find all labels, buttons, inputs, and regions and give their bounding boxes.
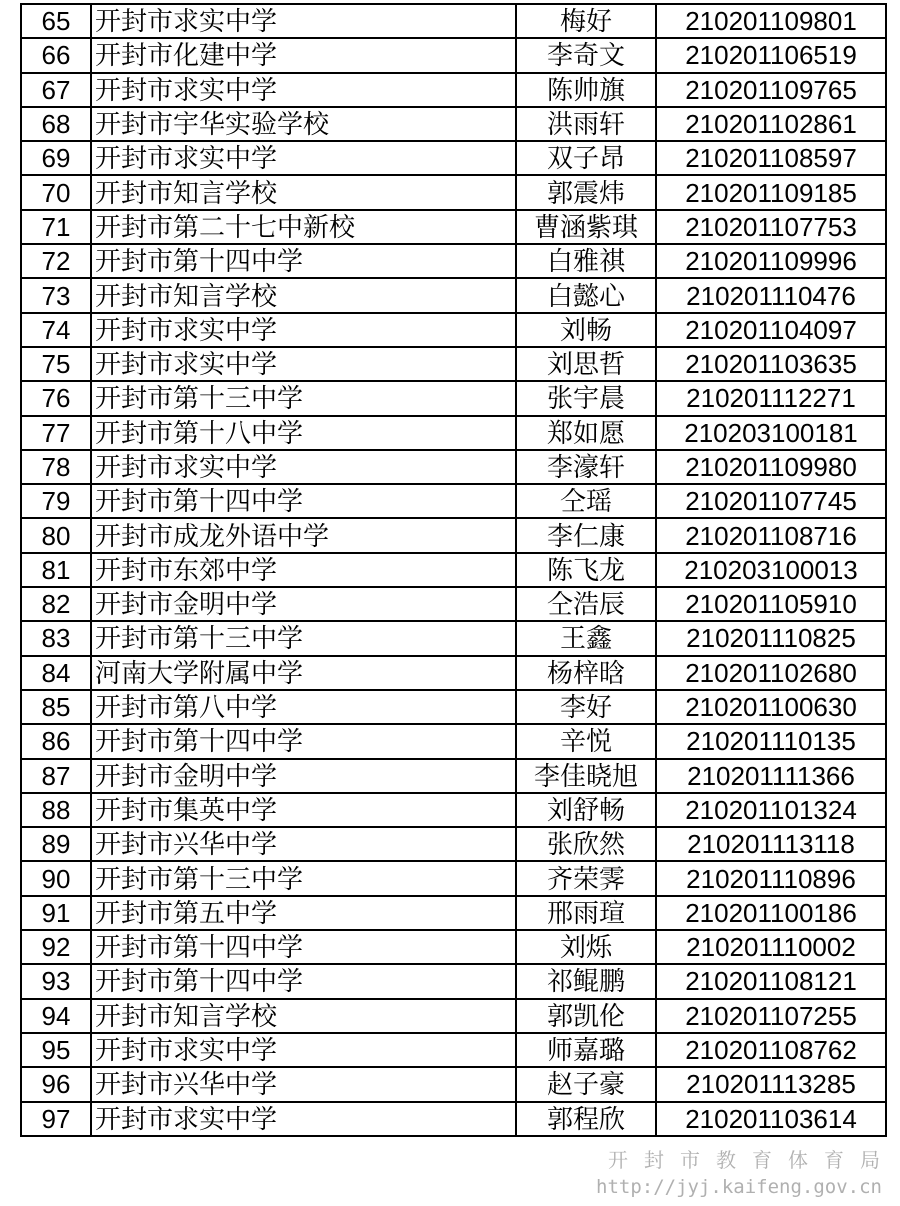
row-number: 90	[21, 861, 91, 895]
row-number: 85	[21, 690, 91, 724]
row-number: 78	[21, 450, 91, 484]
school-name: 开封市兴华中学	[91, 1067, 516, 1101]
school-name: 开封市第十四中学	[91, 930, 516, 964]
student-id: 210201108121	[656, 964, 886, 998]
school-name: 开封市求实中学	[91, 141, 516, 175]
row-number: 77	[21, 416, 91, 450]
row-number: 69	[21, 141, 91, 175]
school-name: 开封市集英中学	[91, 793, 516, 827]
student-id: 210201103614	[656, 1102, 886, 1136]
student-id: 210201108716	[656, 518, 886, 552]
row-number: 68	[21, 107, 91, 141]
student-name: 李佳晓旭	[516, 759, 656, 793]
row-number: 75	[21, 347, 91, 381]
school-name: 开封市知言学校	[91, 999, 516, 1033]
student-id: 210201107753	[656, 210, 886, 244]
table-row	[21, 861, 886, 895]
student-name: 杨梓晗	[516, 656, 656, 690]
table-row	[21, 930, 886, 964]
table-row	[21, 4, 886, 38]
student-id: 210201109996	[656, 244, 886, 278]
student-id: 210201109980	[656, 450, 886, 484]
student-name: 陈飞龙	[516, 553, 656, 587]
table-row	[21, 484, 886, 518]
student-name: 仝浩辰	[516, 587, 656, 621]
student-id: 210201111366	[656, 759, 886, 793]
row-number: 86	[21, 724, 91, 758]
school-name: 开封市第十四中学	[91, 484, 516, 518]
table-row	[21, 553, 886, 587]
student-name: 郭震炜	[516, 175, 656, 209]
row-number: 93	[21, 964, 91, 998]
student-name: 师嘉璐	[516, 1033, 656, 1067]
student-id: 210201100186	[656, 896, 886, 930]
school-name: 开封市成龙外语中学	[91, 518, 516, 552]
student-id: 210201100630	[656, 690, 886, 724]
school-name: 河南大学附属中学	[91, 656, 516, 690]
student-id: 210201101324	[656, 793, 886, 827]
student-name: 郑如愿	[516, 416, 656, 450]
row-number: 73	[21, 278, 91, 312]
student-name: 刘思哲	[516, 347, 656, 381]
student-name: 张宇晨	[516, 381, 656, 415]
student-name: 张欣然	[516, 827, 656, 861]
school-name: 开封市第二十七中新校	[91, 210, 516, 244]
student-name: 李仁康	[516, 518, 656, 552]
school-name: 开封市第十八中学	[91, 416, 516, 450]
school-name: 开封市第十三中学	[91, 861, 516, 895]
student-name: 邢雨瑄	[516, 896, 656, 930]
table-row	[21, 690, 886, 724]
student-id: 210201110896	[656, 861, 886, 895]
row-number: 81	[21, 553, 91, 587]
table-row	[21, 1033, 886, 1067]
school-name: 开封市求实中学	[91, 313, 516, 347]
school-name: 开封市兴华中学	[91, 827, 516, 861]
school-name: 开封市求实中学	[91, 1102, 516, 1136]
student-id: 210201108597	[656, 141, 886, 175]
row-number: 65	[21, 4, 91, 38]
school-name: 开封市东郊中学	[91, 553, 516, 587]
row-number: 91	[21, 896, 91, 930]
table-row	[21, 759, 886, 793]
school-name: 开封市知言学校	[91, 175, 516, 209]
table-row	[21, 278, 886, 312]
student-id: 210201107255	[656, 999, 886, 1033]
student-name: 赵子豪	[516, 1067, 656, 1101]
student-name: 梅好	[516, 4, 656, 38]
school-name: 开封市知言学校	[91, 278, 516, 312]
school-name: 开封市宇华实验学校	[91, 107, 516, 141]
student-name: 曹涵紫琪	[516, 210, 656, 244]
row-number: 84	[21, 656, 91, 690]
table-row	[21, 1067, 886, 1101]
student-id: 210201104097	[656, 313, 886, 347]
row-number: 76	[21, 381, 91, 415]
student-name: 李奇文	[516, 38, 656, 72]
school-name: 开封市求实中学	[91, 4, 516, 38]
table-row	[21, 175, 886, 209]
student-name: 刘舒畅	[516, 793, 656, 827]
school-name: 开封市求实中学	[91, 73, 516, 107]
student-name: 洪雨轩	[516, 107, 656, 141]
row-number: 79	[21, 484, 91, 518]
table-row	[21, 313, 886, 347]
row-number: 92	[21, 930, 91, 964]
row-number: 89	[21, 827, 91, 861]
table-row	[21, 416, 886, 450]
row-number: 74	[21, 313, 91, 347]
student-name: 刘烁	[516, 930, 656, 964]
row-number: 96	[21, 1067, 91, 1101]
student-name: 仝瑶	[516, 484, 656, 518]
table-row	[21, 107, 886, 141]
row-number: 97	[21, 1102, 91, 1136]
student-id: 210201112271	[656, 381, 886, 415]
table-row	[21, 827, 886, 861]
table-row	[21, 999, 886, 1033]
row-number: 70	[21, 175, 91, 209]
school-name: 开封市化建中学	[91, 38, 516, 72]
table-row	[21, 621, 886, 655]
student-name: 双子昂	[516, 141, 656, 175]
school-name: 开封市金明中学	[91, 587, 516, 621]
row-number: 87	[21, 759, 91, 793]
table-row	[21, 1102, 886, 1136]
row-number: 72	[21, 244, 91, 278]
student-id: 210201110825	[656, 621, 886, 655]
student-id: 210201105910	[656, 587, 886, 621]
row-number: 82	[21, 587, 91, 621]
row-number: 95	[21, 1033, 91, 1067]
school-name: 开封市求实中学	[91, 347, 516, 381]
row-number: 66	[21, 38, 91, 72]
table-row	[21, 38, 886, 72]
school-name: 开封市第十三中学	[91, 621, 516, 655]
school-name: 开封市求实中学	[91, 1033, 516, 1067]
row-number: 71	[21, 210, 91, 244]
school-name: 开封市第十三中学	[91, 381, 516, 415]
student-name: 齐荣霁	[516, 861, 656, 895]
table-row	[21, 724, 886, 758]
student-name: 祁鲲鹏	[516, 964, 656, 998]
student-name: 郭程欣	[516, 1102, 656, 1136]
school-name: 开封市第八中学	[91, 690, 516, 724]
row-number: 67	[21, 73, 91, 107]
student-id: 210201109765	[656, 73, 886, 107]
student-id: 210201110135	[656, 724, 886, 758]
school-name: 开封市求实中学	[91, 450, 516, 484]
table-row	[21, 73, 886, 107]
student-id: 210201113285	[656, 1067, 886, 1101]
student-name: 辛悦	[516, 724, 656, 758]
student-name: 李濠轩	[516, 450, 656, 484]
student-id: 210201106519	[656, 38, 886, 72]
student-name: 白懿心	[516, 278, 656, 312]
student-id: 210203100013	[656, 553, 886, 587]
table-row	[21, 244, 886, 278]
school-name: 开封市第五中学	[91, 896, 516, 930]
student-id: 210201102861	[656, 107, 886, 141]
student-id: 210201103635	[656, 347, 886, 381]
student-id: 210201113118	[656, 827, 886, 861]
student-name: 郭凯伦	[516, 999, 656, 1033]
row-number: 88	[21, 793, 91, 827]
student-name: 刘畅	[516, 313, 656, 347]
student-name: 王鑫	[516, 621, 656, 655]
school-name: 开封市第十四中学	[91, 964, 516, 998]
table-row	[21, 381, 886, 415]
watermark-title: 开封市教育体育局	[608, 1148, 896, 1172]
table-row	[21, 793, 886, 827]
table-row	[21, 587, 886, 621]
table-row	[21, 964, 886, 998]
table-row	[21, 210, 886, 244]
student-name: 白雅祺	[516, 244, 656, 278]
student-id: 210203100181	[656, 416, 886, 450]
table-body	[21, 4, 886, 1136]
student-id: 210201108762	[656, 1033, 886, 1067]
table-row	[21, 347, 886, 381]
student-id: 210201109185	[656, 175, 886, 209]
school-name: 开封市第十四中学	[91, 724, 516, 758]
student-name: 陈帅旗	[516, 73, 656, 107]
school-name: 开封市金明中学	[91, 759, 516, 793]
table-row	[21, 656, 886, 690]
student-id: 210201102680	[656, 656, 886, 690]
table-row	[21, 450, 886, 484]
table-row	[21, 141, 886, 175]
student-list-table	[20, 3, 887, 1137]
row-number: 94	[21, 999, 91, 1033]
row-number: 80	[21, 518, 91, 552]
student-id: 210201109801	[656, 4, 886, 38]
table-row	[21, 518, 886, 552]
watermark-url: http://jyj.kaifeng.gov.cn	[596, 1176, 882, 1198]
student-id: 210201110002	[656, 930, 886, 964]
school-name: 开封市第十四中学	[91, 244, 516, 278]
student-id: 210201107745	[656, 484, 886, 518]
row-number: 83	[21, 621, 91, 655]
student-name: 李好	[516, 690, 656, 724]
table-row	[21, 896, 886, 930]
student-id: 210201110476	[656, 278, 886, 312]
